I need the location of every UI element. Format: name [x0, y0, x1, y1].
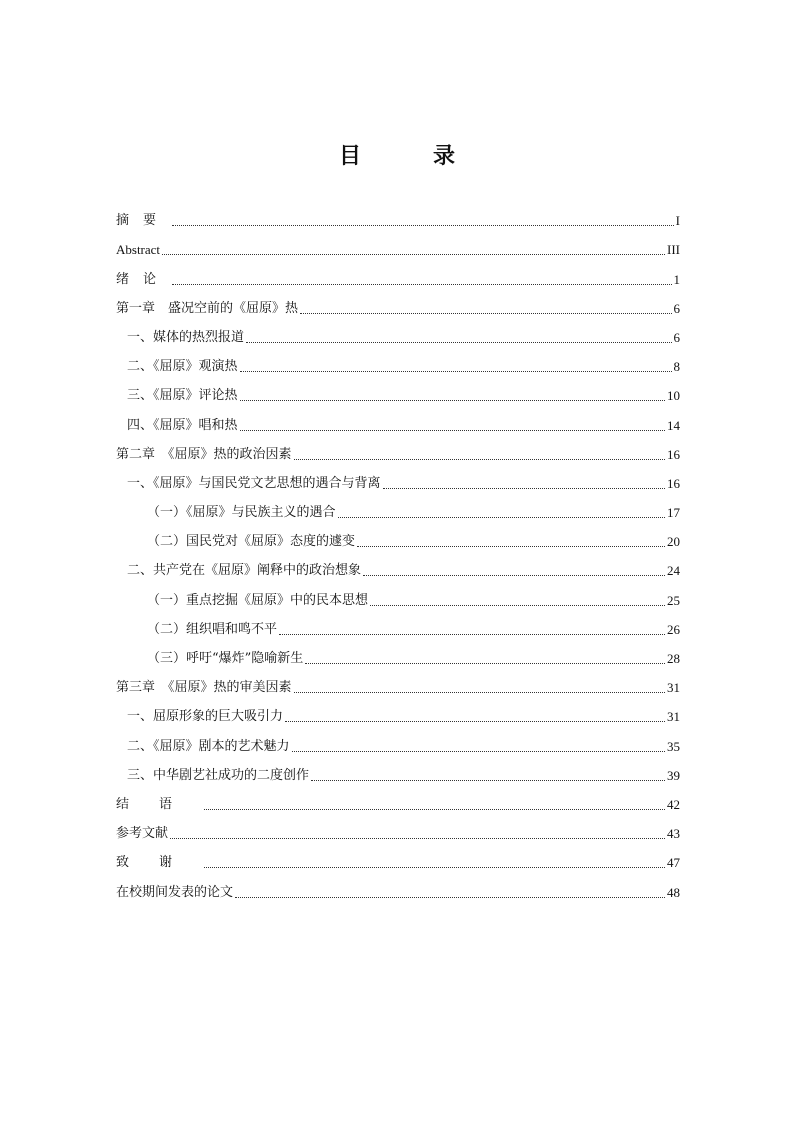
toc-entry-page: III [667, 242, 680, 258]
toc-entry-label: （二）国民党对《屈原》态度的遽变 [147, 534, 356, 550]
dot-leader [204, 809, 665, 810]
toc-entry-label: 一、媒体的热烈报道 [127, 329, 245, 345]
toc-entry-subsection-2-1-2[interactable] [116, 522, 680, 551]
toc-entry-page: 14 [667, 417, 680, 433]
table-of-contents [116, 201, 680, 902]
dot-leader [311, 780, 665, 781]
toc-entry-page: 6 [673, 329, 680, 345]
toc-entry-abstract-zh[interactable] [116, 201, 680, 230]
toc-entry-subsection-2-1-1[interactable] [116, 493, 680, 522]
dot-leader [246, 342, 671, 343]
dot-leader [240, 400, 665, 401]
toc-entry-section-1-3[interactable] [116, 376, 680, 405]
dot-leader [383, 488, 665, 489]
toc-entry-page: 48 [667, 884, 680, 900]
page-title [0, 142, 794, 172]
toc-entry-page: 20 [667, 534, 680, 550]
toc-entry-subsection-2-2-3[interactable] [116, 639, 680, 668]
dot-leader [294, 692, 665, 693]
toc-entry-section-1-4[interactable] [116, 405, 680, 434]
toc-entry-section-3-3[interactable] [116, 756, 680, 785]
toc-entry-chapter-3[interactable] [116, 668, 680, 697]
toc-entry-page: 31 [667, 680, 680, 696]
dot-leader [204, 867, 665, 868]
toc-entry-label: 第一章 盛况空前的《屈原》热 [116, 300, 299, 316]
toc-entry-label: 三、中华剧艺社成功的二度创作 [127, 767, 310, 783]
toc-entry-section-3-2[interactable] [116, 726, 680, 755]
toc-entry-section-1-2[interactable] [116, 347, 680, 376]
dot-leader [172, 284, 671, 285]
toc-entry-label: 二、共产党在《屈原》阐释中的政治想象 [127, 563, 362, 579]
toc-entry-references[interactable] [116, 814, 680, 843]
toc-entry-page: 31 [667, 709, 680, 725]
toc-entry-label: （二）组织唱和鸣不平 [147, 621, 278, 637]
toc-entry-section-2-1[interactable] [116, 464, 680, 493]
toc-entry-page: 47 [667, 855, 680, 871]
dot-leader [235, 897, 665, 898]
toc-entry-page: 1 [673, 271, 680, 287]
toc-entry-label: 绪论 [116, 271, 171, 287]
toc-entry-label: （一）《屈原》与民族主义的遇合 [147, 505, 336, 521]
toc-entry-page: 35 [667, 738, 680, 754]
toc-entry-page: 16 [667, 475, 680, 491]
dot-leader [363, 575, 665, 576]
toc-entry-label: 第二章 《屈原》热的政治因素 [116, 446, 292, 462]
toc-entry-section-1-1[interactable] [116, 318, 680, 347]
toc-entry-page: 10 [667, 388, 680, 404]
toc-entry-label: 一、《屈原》与国民党文艺思想的遇合与背离 [127, 475, 381, 491]
toc-entry-label: 二、《屈原》剧本的艺术魅力 [127, 738, 290, 754]
toc-entry-label: 三、《屈原》评论热 [127, 388, 238, 404]
toc-entry-label: 在校期间发表的论文 [116, 884, 234, 900]
toc-entry-page: 39 [667, 767, 680, 783]
toc-entry-subsection-2-2-1[interactable] [116, 580, 680, 609]
toc-entry-page: 6 [673, 300, 680, 316]
toc-entry-page: 26 [667, 621, 680, 637]
title-char-2: 录 [433, 144, 456, 169]
toc-entry-label: （三）呼吁“爆炸”隐喻新生 [147, 651, 304, 666]
dot-leader [285, 721, 665, 722]
dot-leader [292, 751, 665, 752]
toc-entry-abstract-en[interactable] [116, 230, 680, 259]
toc-entry-page: 24 [667, 563, 680, 579]
title-char-1: 目 [338, 144, 361, 169]
toc-entry-conclusion[interactable] [116, 785, 680, 814]
toc-entry-page: 28 [667, 651, 680, 666]
toc-entry-label: 二、《屈原》观演热 [127, 359, 238, 375]
dot-leader [357, 546, 665, 547]
toc-entry-subsection-2-2-2[interactable] [116, 610, 680, 639]
dot-leader [170, 838, 665, 839]
dot-leader [279, 634, 665, 635]
toc-entry-label: 第三章 《屈原》热的审美因素 [116, 680, 292, 696]
dot-leader [305, 663, 665, 664]
dot-leader [240, 430, 665, 431]
toc-entry-page: 43 [667, 826, 680, 842]
toc-entry-page: 16 [667, 446, 680, 462]
toc-entry-section-2-2[interactable] [116, 551, 680, 580]
toc-entry-section-3-1[interactable] [116, 697, 680, 726]
dot-leader [338, 517, 665, 518]
toc-entry-page: 17 [667, 505, 680, 521]
toc-entry-page: 25 [667, 592, 680, 608]
toc-entry-page: 42 [667, 796, 680, 812]
dot-leader [294, 459, 665, 460]
toc-entry-chapter-1[interactable] [116, 289, 680, 318]
toc-entry-page: I [675, 213, 680, 229]
dot-leader [172, 225, 674, 226]
dot-leader [240, 371, 672, 372]
toc-entry-label: 参考文献 [116, 826, 169, 842]
dot-leader [370, 605, 665, 606]
toc-entry-introduction[interactable] [116, 259, 680, 288]
toc-entry-label: （一）重点挖掘《屈原》中的民本思想 [147, 592, 369, 608]
dot-leader [300, 313, 671, 314]
toc-entry-label: 致谢 [116, 855, 203, 871]
toc-entry-acknowledgements[interactable] [116, 843, 680, 872]
toc-entry-chapter-2[interactable] [116, 435, 680, 464]
toc-entry-label: 摘要 [116, 213, 171, 229]
toc-entry-page: 8 [673, 359, 680, 375]
toc-entry-label: 结语 [116, 796, 203, 812]
dot-leader [162, 254, 665, 255]
toc-entry-label: 四、《屈原》唱和热 [127, 417, 238, 433]
toc-entry-label: Abstract [116, 242, 161, 258]
toc-entry-publications[interactable] [116, 872, 680, 901]
toc-entry-label: 一、屈原形象的巨大吸引力 [127, 709, 284, 725]
